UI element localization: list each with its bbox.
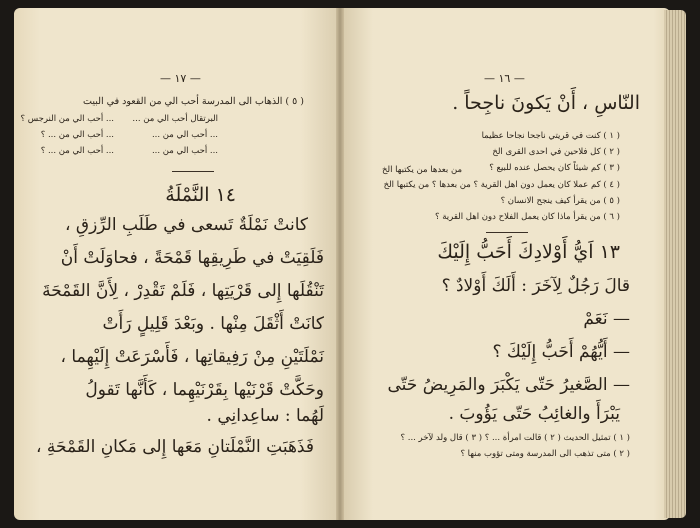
question-item: ( ٦ ) من يقرأ ماذا كان يعمل الفلاح دون اهل القرية ؟: [435, 212, 620, 222]
question-item: ( ٤ ) كم عملا كان يعمل دون اهل القرية ؟ من بعدها ؟ من يكتبها الخ: [383, 180, 620, 190]
dialogue-line: يَبْرَأَ والغائِبُ حَتّى يَؤُوبَ .: [448, 404, 620, 424]
body-line: تَنْقُلَها إِلى قَرْيَتِها ، فَلَمْ تَقْدِرْ ، لِأَنَّ القَمْحَةَ: [42, 281, 324, 301]
body-line: فَلَقِيَتْ في طَرِيقِها قَمْحَةً ، فحاوَلَتْ أَنْ: [60, 248, 324, 268]
page-edges: [664, 10, 686, 518]
footer-line: ( ١ ) تمثيل الحديث ( ٢ ) قالت امرأة ... ؟ ( ٣ ) قال ولد لآخر ... ؟: [400, 433, 630, 443]
book-spine: [336, 8, 344, 520]
exercise-cell: البرتقال أحب الي من ...: [132, 114, 218, 124]
exercise-cell: ... أحب الي من ... ؟: [40, 130, 114, 140]
question-item: ( ٥ ) من يقرأ كيف ينجح الانسان ؟: [500, 196, 620, 206]
page-heading: النّاسِ ، أَنْ يَكونَ ناجِحاً .: [452, 92, 640, 114]
body-line: وحَكَّتْ قَرْنَيْها بِقَرْنَيْهِما ، كَأَنَّها تَقولُ: [85, 380, 324, 400]
lesson-title-14: ١٤ النَّمْلَةُ: [165, 184, 236, 206]
dialogue-line: — الصَّغيرُ حَتّى يَكْبَرَ والمَرِيضُ حَتّى: [387, 375, 630, 395]
exercise-cell: ... أحب الي من ...: [151, 130, 218, 140]
question-side-note: من بعدها من يكتبها الخ: [382, 165, 462, 175]
question-item: ( ٢ ) كل فلاحين في احدى القرى الخ: [492, 147, 620, 157]
exercise-header: ( ٥ ) الذهاب الى المدرسة أحب الي من القعود في البيت: [83, 96, 304, 107]
dialogue-line: — أَيُّهُمْ أَحَبُّ إِلَيْكَ ؟: [492, 342, 630, 362]
body-line: نَمْلَتَيْنِ مِنْ رَفِيقاتِها ، فَأَسْرَعَتْ إِلَيْهِما ،: [60, 347, 324, 367]
dialogue-line: — نَعَمْ: [583, 309, 630, 329]
lesson-title-13: ١٣ اَيُّ أَوْلادِكَ أَحَبُّ إِلَيْكَ: [437, 241, 620, 263]
page-number-right: — ١٦ —: [484, 72, 525, 85]
question-item: ( ٣ ) كم شيئاً كان يحصل عنده للبيع ؟: [489, 163, 620, 173]
divider: [486, 232, 528, 233]
body-line: كانتْ نَمْلَةٌ تَسعى في طَلَبِ الرِّزقِ ،: [64, 215, 308, 235]
question-item: ( ١ ) كنت في قريتي ناجحا نجاحا عظيما: [481, 131, 620, 141]
exercise-cell: ... أحب الي من ...: [151, 146, 218, 156]
footer-line: ( ٢ ) متى تذهب الى المدرسة ومتى تؤوب منها ؟: [460, 449, 630, 459]
exercise-cell: ... أحب الي من ... ؟: [40, 146, 114, 156]
page-number-left: — ١٧ —: [160, 72, 201, 85]
body-line: فَذَهَبَتِ النَّمْلَتانِ مَعَها إِلى مَكانِ القَمْحَةِ ،: [35, 437, 314, 457]
divider: [172, 171, 214, 172]
exercise-cell: ... أحب الي من النرجس ؟: [20, 114, 114, 124]
body-line: لَهُما : ساعِدانِي .: [206, 406, 324, 426]
body-line: كانَتْ أَثْقَلَ مِنْها . وبَعْدَ قَلِيلٍ رَأَتْ: [102, 314, 324, 334]
dialogue-line: قالَ رَجُلٌ لِآخَرَ : أَلَكَ أَوْلادٌ ؟: [441, 276, 630, 296]
